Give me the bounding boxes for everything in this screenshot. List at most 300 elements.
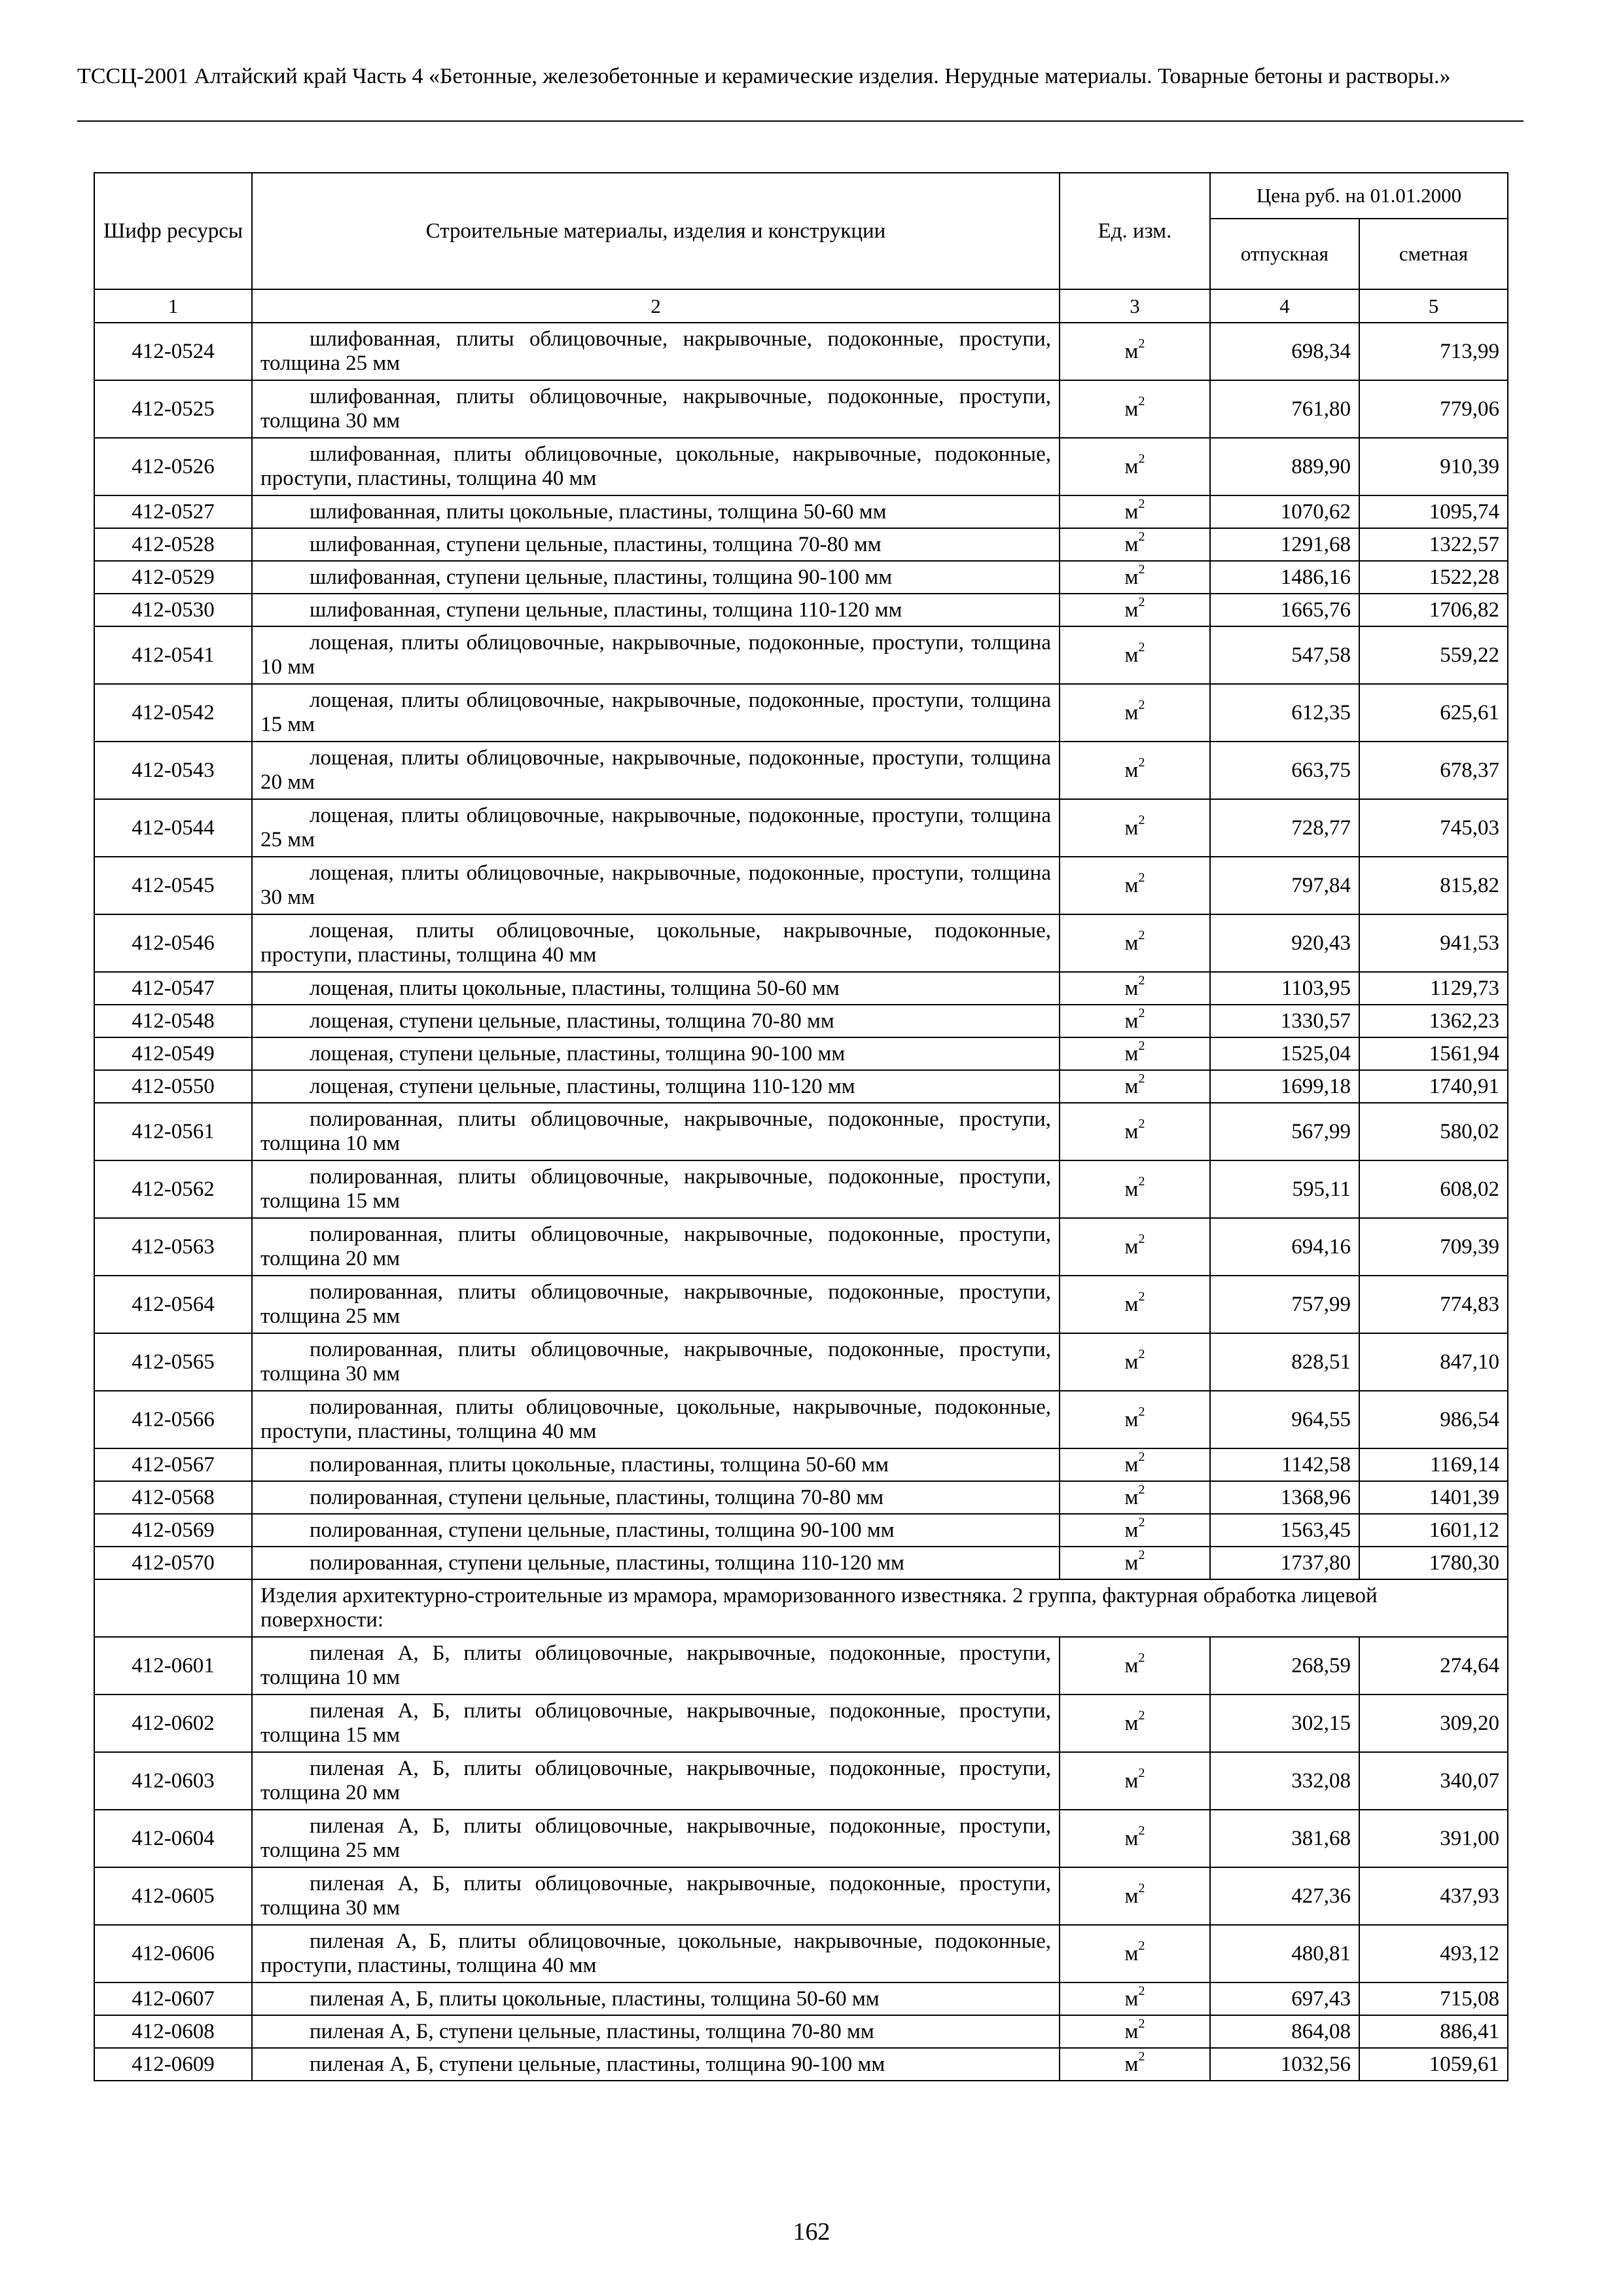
material-description: лощеная, плиты облицовочные, цокольные, накрывочные, подоконные, проступи, пластины, толщина 40 мм (252, 914, 1060, 972)
unit-of-measure (1060, 594, 1210, 626)
price-release: 1563,45 (1210, 1514, 1359, 1547)
material-description: шлифованная, плиты цокольные, пластины, толщина 50-60 мм (252, 495, 1060, 528)
table-row (94, 323, 1508, 380)
unit-base: м (1124, 1987, 1139, 2011)
material-description: лощеная, ступени цельные, пластины, толщина 90-100 мм (252, 1037, 1060, 1070)
unit-power: 2 (1138, 1881, 1145, 1895)
material-description: лощеная, плиты облицовочные, накрывочные, подоконные, проступи, толщина 15 мм (252, 684, 1060, 742)
unit-of-measure (1060, 914, 1210, 972)
unit-power: 2 (1138, 1766, 1145, 1780)
price-estimate: 1059,61 (1359, 2048, 1508, 2081)
price-estimate: 391,00 (1359, 1810, 1508, 1867)
price-release: 697,43 (1210, 1982, 1359, 2015)
price-release: 1486,16 (1210, 561, 1359, 594)
table-row (94, 742, 1508, 799)
price-release: 1330,57 (1210, 1005, 1359, 1037)
table-row (94, 2048, 1508, 2081)
table-row (94, 594, 1508, 626)
unit-of-measure (1060, 1103, 1210, 1160)
unit-of-measure (1060, 1276, 1210, 1333)
price-estimate: 910,39 (1359, 438, 1508, 495)
unit-of-measure (1060, 323, 1210, 380)
table-row (94, 1547, 1508, 1579)
resource-code: 412-0604 (94, 1810, 252, 1867)
resource-code: 412-0569 (94, 1514, 252, 1547)
price-release: 761,80 (1210, 380, 1359, 438)
unit-power: 2 (1138, 755, 1145, 770)
unit-base: м (1124, 533, 1139, 556)
resource-code: 412-0545 (94, 857, 252, 914)
price-release: 864,08 (1210, 2015, 1359, 2048)
price-release: 595,11 (1210, 1160, 1359, 1218)
price-release: 828,51 (1210, 1333, 1359, 1391)
price-estimate: 1362,23 (1359, 1005, 1508, 1037)
unit-power: 2 (1138, 1174, 1145, 1189)
material-description: пиленая А, Б, ступени цельные, пластины, толщина 70-80 мм (252, 2015, 1060, 2048)
material-description: полированная, ступени цельные, пластины, толщина 90-100 мм (252, 1514, 1060, 1547)
material-description: пиленая А, Б, плиты облицовочные, накрывочные, подоконные, проступи, толщина 30 мм (252, 1867, 1060, 1925)
unit-power: 2 (1138, 452, 1145, 466)
material-description: пиленая А, Б, ступени цельные, пластины, толщина 90-100 мм (252, 2048, 1060, 2081)
resource-code: 412-0563 (94, 1218, 252, 1276)
table-row (94, 1103, 1508, 1160)
unit-base: м (1124, 643, 1139, 667)
unit-base: м (1124, 1942, 1139, 1965)
unit-power: 2 (1138, 2017, 1145, 2031)
material-description: шлифованная, плиты облицовочные, накрывочные, подоконные, проступи, толщина 25 мм (252, 323, 1060, 380)
unit-base: м (1124, 1042, 1139, 1066)
price-release: 1142,58 (1210, 1448, 1359, 1481)
table-row (94, 380, 1508, 438)
price-release: 547,58 (1210, 626, 1359, 684)
unit-power: 2 (1138, 1039, 1145, 1053)
material-description: полированная, плиты облицовочные, накрывочные, подоконные, проступи, толщина 15 мм (252, 1160, 1060, 1218)
unit-power: 2 (1138, 394, 1145, 408)
material-description: полированная, плиты облицовочные, цокольные, накрывочные, подоконные, проступи, пластины, толщина 40 мм (252, 1391, 1060, 1448)
material-description: шлифованная, ступени цельные, пластины, толщина 70-80 мм (252, 528, 1060, 561)
resource-code: 412-0527 (94, 495, 252, 528)
table-row (94, 2015, 1508, 2048)
table-row (94, 857, 1508, 914)
header-unit: Ед. изм. (1060, 173, 1210, 289)
unit-power: 2 (1138, 1548, 1145, 1562)
unit-base: м (1124, 500, 1139, 524)
unit-power: 2 (1138, 1984, 1145, 1998)
unit-of-measure (1060, 857, 1210, 914)
resource-code: 412-0562 (94, 1160, 252, 1218)
price-estimate: 709,39 (1359, 1218, 1508, 1276)
resource-code: 412-0549 (94, 1037, 252, 1070)
price-estimate: 1129,73 (1359, 972, 1508, 1005)
table-row (94, 626, 1508, 684)
table-row (94, 1637, 1508, 1695)
price-table-body (94, 323, 1508, 2081)
price-release: 694,16 (1210, 1218, 1359, 1276)
price-release: 964,55 (1210, 1391, 1359, 1448)
price-release: 889,90 (1210, 438, 1359, 495)
column-number-5: 5 (1359, 289, 1508, 323)
resource-code: 412-0546 (94, 914, 252, 972)
price-estimate: 309,20 (1359, 1695, 1508, 1752)
price-estimate: 678,37 (1359, 742, 1508, 799)
table-row (94, 1810, 1508, 1867)
price-estimate: 493,12 (1359, 1925, 1508, 1982)
unit-of-measure (1060, 1514, 1210, 1547)
material-description: полированная, плиты облицовочные, накрывочные, подоконные, проступи, толщина 25 мм (252, 1276, 1060, 1333)
resource-code: 412-0543 (94, 742, 252, 799)
header-price-group: Цена руб. на 01.01.2000 (1210, 173, 1508, 219)
price-release: 920,43 (1210, 914, 1359, 972)
unit-base: м (1124, 874, 1139, 897)
unit-power: 2 (1138, 1450, 1145, 1464)
unit-power: 2 (1138, 928, 1145, 942)
price-estimate: 1561,94 (1359, 1037, 1508, 1070)
price-release: 1032,56 (1210, 2048, 1359, 2081)
price-estimate: 779,06 (1359, 380, 1508, 438)
unit-of-measure (1060, 1005, 1210, 1037)
material-description: пиленая А, Б, плиты цокольные, пластины, толщина 50-60 мм (252, 1982, 1060, 2015)
table-row (94, 1037, 1508, 1070)
material-description: лощеная, плиты облицовочные, накрывочные, подоконные, проступи, толщина 25 мм (252, 799, 1060, 857)
unit-base: м (1124, 1769, 1139, 1793)
price-table (94, 172, 1508, 2081)
price-estimate: 1706,82 (1359, 594, 1508, 626)
price-estimate: 847,10 (1359, 1333, 1508, 1391)
unit-base: м (1124, 816, 1139, 840)
unit-of-measure (1060, 1695, 1210, 1752)
price-estimate: 713,99 (1359, 323, 1508, 380)
table-row (94, 1514, 1508, 1547)
resource-code: 412-0609 (94, 2048, 252, 2081)
table-row (94, 1481, 1508, 1514)
resource-code: 412-0607 (94, 1982, 252, 2015)
resource-code: 412-0602 (94, 1695, 252, 1752)
resource-code: 412-0565 (94, 1333, 252, 1391)
unit-of-measure (1060, 1481, 1210, 1514)
price-estimate: 625,61 (1359, 684, 1508, 742)
unit-of-measure (1060, 684, 1210, 742)
resource-code: 412-0605 (94, 1867, 252, 1925)
price-estimate: 1740,91 (1359, 1070, 1508, 1103)
unit-base: м (1124, 340, 1139, 363)
unit-of-measure (1060, 799, 1210, 857)
price-estimate: 1601,12 (1359, 1514, 1508, 1547)
header-price-estimate: сметная (1359, 219, 1508, 289)
price-release: 332,08 (1210, 1752, 1359, 1810)
price-estimate: 559,22 (1359, 626, 1508, 684)
unit-base: м (1124, 1551, 1139, 1575)
price-release: 1665,76 (1210, 594, 1359, 626)
price-release: 268,59 (1210, 1637, 1359, 1695)
unit-of-measure (1060, 2048, 1210, 2081)
unit-of-measure (1060, 495, 1210, 528)
price-release: 698,34 (1210, 323, 1359, 380)
header-divider (77, 120, 1524, 122)
unit-base: м (1124, 1712, 1139, 1735)
material-description: лощеная, ступени цельные, пластины, толщина 110-120 мм (252, 1070, 1060, 1103)
column-number-1: 1 (94, 289, 252, 323)
price-release: 1070,62 (1210, 495, 1359, 528)
unit-base: м (1124, 1486, 1139, 1509)
document-header: ТССЦ-2001 Алтайский край Часть 4 «Бетонные, железобетонные и керамические изделия. Нерудные материалы. Товарные бетоны и растворы.» (77, 64, 1451, 88)
resource-code: 412-0544 (94, 799, 252, 857)
material-description: шлифованная, плиты облицовочные, цокольные, накрывочные, подоконные, проступи, пластины, толщина 40 мм (252, 438, 1060, 495)
column-number-2: 2 (252, 289, 1060, 323)
table-row (94, 914, 1508, 972)
price-estimate: 437,93 (1359, 1867, 1508, 1925)
unit-power: 2 (1138, 336, 1145, 351)
price-estimate: 886,41 (1359, 2015, 1508, 2048)
price-release: 427,36 (1210, 1867, 1359, 1925)
material-description: полированная, плиты цокольные, пластины, толщина 50-60 мм (252, 1448, 1060, 1481)
price-estimate: 1095,74 (1359, 495, 1508, 528)
unit-of-measure (1060, 1391, 1210, 1448)
unit-power: 2 (1138, 1939, 1145, 1953)
table-row (94, 1005, 1508, 1037)
unit-power: 2 (1138, 562, 1145, 577)
header-price-release: отпускная (1210, 219, 1359, 289)
section-code-cell (94, 1579, 252, 1637)
price-release: 1699,18 (1210, 1070, 1359, 1103)
unit-power: 2 (1138, 640, 1145, 655)
unit-power: 2 (1138, 1482, 1145, 1497)
table-row (94, 972, 1508, 1005)
table-row (94, 1867, 1508, 1925)
price-estimate: 941,53 (1359, 914, 1508, 972)
column-number-4: 4 (1210, 289, 1359, 323)
unit-of-measure (1060, 1037, 1210, 1070)
resource-code: 412-0541 (94, 626, 252, 684)
unit-power: 2 (1138, 2049, 1145, 2064)
unit-of-measure (1060, 1637, 1210, 1695)
resource-code: 412-0564 (94, 1276, 252, 1333)
resource-code: 412-0561 (94, 1103, 252, 1160)
material-description: лощеная, плиты облицовочные, накрывочные, подоконные, проступи, толщина 10 мм (252, 626, 1060, 684)
price-release: 1737,80 (1210, 1547, 1359, 1579)
unit-power: 2 (1138, 1232, 1145, 1246)
unit-power: 2 (1138, 1117, 1145, 1131)
unit-base: м (1124, 931, 1139, 955)
header-description: Строительные материалы, изделия и конструкции (252, 173, 1060, 289)
material-description: шлифованная, плиты облицовочные, накрывочные, подоконные, проступи, толщина 30 мм (252, 380, 1060, 438)
price-estimate: 1322,57 (1359, 528, 1508, 561)
unit-base: м (1124, 455, 1139, 478)
table-row (94, 1160, 1508, 1218)
price-estimate: 715,08 (1359, 1982, 1508, 2015)
material-description: пиленая А, Б, плиты облицовочные, накрывочные, подоконные, проступи, толщина 10 мм (252, 1637, 1060, 1695)
price-release: 567,99 (1210, 1103, 1359, 1160)
column-number-3: 3 (1060, 289, 1210, 323)
page-number: 162 (793, 2218, 830, 2246)
price-release: 757,99 (1210, 1276, 1359, 1333)
material-description: полированная, плиты облицовочные, накрывочные, подоконные, проступи, толщина 10 мм (252, 1103, 1060, 1160)
resource-code: 412-0525 (94, 380, 252, 438)
unit-base: м (1124, 565, 1139, 589)
resource-code: 412-0529 (94, 561, 252, 594)
material-description: пиленая А, Б, плиты облицовочные, накрывочные, подоконные, проступи, толщина 15 мм (252, 1695, 1060, 1752)
unit-power: 2 (1138, 1006, 1145, 1020)
price-release: 612,35 (1210, 684, 1359, 742)
unit-power: 2 (1138, 813, 1145, 827)
unit-of-measure (1060, 1867, 1210, 1925)
price-estimate: 1780,30 (1359, 1547, 1508, 1579)
unit-of-measure (1060, 528, 1210, 561)
unit-base: м (1124, 1120, 1139, 1143)
unit-base: м (1124, 1177, 1139, 1201)
material-description: полированная, плиты облицовочные, накрывочные, подоконные, проступи, толщина 20 мм (252, 1218, 1060, 1276)
material-description: полированная, ступени цельные, пластины, толщина 110-120 мм (252, 1547, 1060, 1579)
price-estimate: 1169,14 (1359, 1448, 1508, 1481)
price-release: 797,84 (1210, 857, 1359, 914)
unit-power: 2 (1138, 1823, 1145, 1838)
price-estimate: 1522,28 (1359, 561, 1508, 594)
unit-of-measure (1060, 626, 1210, 684)
price-release: 381,68 (1210, 1810, 1359, 1867)
unit-base: м (1124, 2053, 1139, 2076)
material-description: лощеная, ступени цельные, пластины, толщина 70-80 мм (252, 1005, 1060, 1037)
unit-of-measure (1060, 561, 1210, 594)
price-release: 480,81 (1210, 1925, 1359, 1982)
unit-of-measure (1060, 972, 1210, 1005)
unit-of-measure (1060, 1070, 1210, 1103)
unit-of-measure (1060, 1448, 1210, 1481)
unit-base: м (1124, 1654, 1139, 1677)
table-row (94, 561, 1508, 594)
resource-code: 412-0570 (94, 1547, 252, 1579)
unit-base: м (1124, 1408, 1139, 1431)
resource-code: 412-0547 (94, 972, 252, 1005)
table-row (94, 1752, 1508, 1810)
resource-code: 412-0601 (94, 1637, 252, 1695)
table-row (94, 1276, 1508, 1333)
material-description: лощеная, плиты облицовочные, накрывочные, подоконные, проступи, толщина 30 мм (252, 857, 1060, 914)
resource-code: 412-0608 (94, 2015, 252, 2048)
material-description: пиленая А, Б, плиты облицовочные, накрывочные, подоконные, проступи, толщина 20 мм (252, 1752, 1060, 1810)
price-release: 1103,95 (1210, 972, 1359, 1005)
unit-power: 2 (1138, 1289, 1145, 1304)
price-release: 1291,68 (1210, 528, 1359, 561)
price-estimate: 745,03 (1359, 799, 1508, 857)
unit-base: м (1124, 701, 1139, 725)
unit-of-measure (1060, 1547, 1210, 1579)
unit-base: м (1124, 759, 1139, 782)
material-description: пиленая А, Б, плиты облицовочные, накрывочные, подоконные, проступи, толщина 25 мм (252, 1810, 1060, 1867)
unit-base: м (1124, 1884, 1139, 1908)
table-row (94, 1448, 1508, 1481)
unit-base: м (1124, 1235, 1139, 1259)
material-description: шлифованная, ступени цельные, пластины, толщина 90-100 мм (252, 561, 1060, 594)
unit-of-measure (1060, 742, 1210, 799)
unit-base: м (1124, 977, 1139, 1000)
unit-of-measure (1060, 380, 1210, 438)
material-description: полированная, ступени цельные, пластины, толщина 70-80 мм (252, 1481, 1060, 1514)
table-row (94, 799, 1508, 857)
unit-base: м (1124, 1827, 1139, 1850)
unit-of-measure (1060, 1982, 1210, 2015)
unit-power: 2 (1138, 698, 1145, 712)
material-description: шлифованная, ступени цельные, пластины, толщина 110-120 мм (252, 594, 1060, 626)
resource-code: 412-0566 (94, 1391, 252, 1448)
header-code: Шифр ресурсы (94, 173, 252, 289)
unit-power: 2 (1138, 973, 1145, 988)
table-row (94, 1982, 1508, 2015)
unit-power: 2 (1138, 1515, 1145, 1530)
resource-code: 412-0528 (94, 528, 252, 561)
unit-of-measure (1060, 1218, 1210, 1276)
section-heading: Изделия архитектурно-строительные из мрамора, мраморизованного известняка. 2 группа, фактурная обработка лицевой поверхности: (252, 1579, 1508, 1637)
table-row (94, 684, 1508, 742)
price-estimate: 274,64 (1359, 1637, 1508, 1695)
resource-code: 412-0603 (94, 1752, 252, 1810)
unit-base: м (1124, 1518, 1139, 1542)
unit-of-measure (1060, 2015, 1210, 2048)
table-row (94, 1070, 1508, 1103)
unit-of-measure (1060, 1925, 1210, 1982)
unit-power: 2 (1138, 1071, 1145, 1086)
unit-power: 2 (1138, 1405, 1145, 1419)
resource-code: 412-0524 (94, 323, 252, 380)
unit-power: 2 (1138, 595, 1145, 609)
table-row (94, 1218, 1508, 1276)
unit-of-measure (1060, 1160, 1210, 1218)
material-description: пиленая А, Б, плиты облицовочные, цокольные, накрывочные, подоконные, проступи, пластины, толщина 40 мм (252, 1925, 1060, 1982)
unit-of-measure (1060, 1333, 1210, 1391)
material-description: полированная, плиты облицовочные, накрывочные, подоконные, проступи, толщина 30 мм (252, 1333, 1060, 1391)
section-row (94, 1579, 1508, 1637)
unit-power: 2 (1138, 529, 1145, 544)
unit-base: м (1124, 1009, 1139, 1033)
table-row (94, 1391, 1508, 1448)
unit-power: 2 (1138, 497, 1145, 511)
resource-code: 412-0567 (94, 1448, 252, 1481)
price-estimate: 608,02 (1359, 1160, 1508, 1218)
table-row (94, 495, 1508, 528)
material-description: лощеная, плиты цокольные, пластины, толщина 50-60 мм (252, 972, 1060, 1005)
unit-power: 2 (1138, 1708, 1145, 1723)
material-description: лощеная, плиты облицовочные, накрывочные, подоконные, проступи, толщина 20 мм (252, 742, 1060, 799)
table-row (94, 1925, 1508, 1982)
unit-base: м (1124, 1293, 1139, 1316)
price-estimate: 1401,39 (1359, 1481, 1508, 1514)
unit-power: 2 (1138, 870, 1145, 885)
resource-code: 412-0542 (94, 684, 252, 742)
price-release: 728,77 (1210, 799, 1359, 857)
unit-of-measure (1060, 1810, 1210, 1867)
unit-power: 2 (1138, 1347, 1145, 1361)
unit-power: 2 (1138, 1651, 1145, 1665)
table-row (94, 438, 1508, 495)
unit-base: м (1124, 2020, 1139, 2043)
price-release: 302,15 (1210, 1695, 1359, 1752)
price-release: 663,75 (1210, 742, 1359, 799)
price-release: 1368,96 (1210, 1481, 1359, 1514)
unit-base: м (1124, 1075, 1139, 1098)
resource-code: 412-0568 (94, 1481, 252, 1514)
unit-base: м (1124, 598, 1139, 622)
price-estimate: 580,02 (1359, 1103, 1508, 1160)
resource-code: 412-0548 (94, 1005, 252, 1037)
unit-base: м (1124, 397, 1139, 421)
unit-of-measure (1060, 1752, 1210, 1810)
price-estimate: 815,82 (1359, 857, 1508, 914)
unit-base: м (1124, 1350, 1139, 1374)
price-estimate: 986,54 (1359, 1391, 1508, 1448)
resource-code: 412-0526 (94, 438, 252, 495)
unit-base: м (1124, 1453, 1139, 1477)
resource-code: 412-0550 (94, 1070, 252, 1103)
price-estimate: 340,07 (1359, 1752, 1508, 1810)
price-estimate: 774,83 (1359, 1276, 1508, 1333)
